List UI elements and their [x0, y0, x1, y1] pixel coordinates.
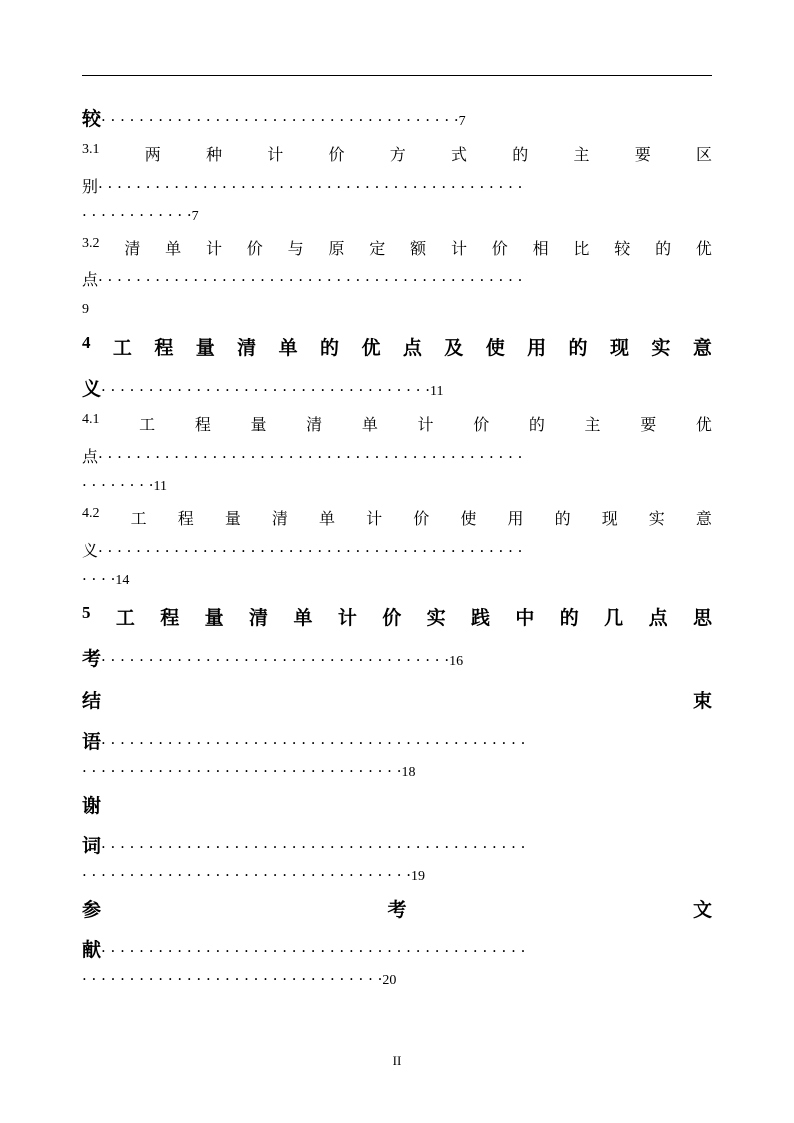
- toc-line: [82, 174, 712, 197]
- toc-title-char: 的: [554, 509, 571, 528]
- toc-lead-char: 义: [82, 378, 102, 400]
- toc-title-char: 区: [695, 145, 712, 164]
- header-rule: [82, 75, 712, 76]
- toc-title-char: 用: [527, 337, 547, 359]
- toc-title-char: 工: [112, 337, 132, 359]
- toc-leader-dots: · · · · · · · · · · · · · · · · · · · · · · · · · · · · · · · · · · · · · · · · · · · · ·: [98, 271, 523, 289]
- toc-title-char: 种: [205, 145, 222, 164]
- toc-title-char: 较: [614, 239, 631, 258]
- toc-title-char: 定: [369, 239, 386, 258]
- toc-entry-4-2[interactable]: [82, 506, 712, 529]
- toc-title-char: 价: [473, 415, 490, 434]
- toc-line: [82, 104, 712, 131]
- toc-lead-char: 较: [82, 108, 102, 130]
- toc-section-number: 4.1: [82, 412, 100, 427]
- toc-leader-dots: · · · · · · · · · · · · · · · · · · · · · · · · · · · · · · · · · · · · · · · · · · · · ·: [101, 942, 526, 960]
- toc-line: [82, 935, 712, 962]
- toc-line: [82, 761, 712, 781]
- toc-title-char: 意: [692, 337, 712, 359]
- toc-entry-conclusion[interactable]: [82, 686, 712, 713]
- toc-line: [82, 644, 712, 671]
- toc-title-char: 要: [640, 415, 657, 434]
- toc-lead-char: 别: [82, 177, 99, 196]
- toc-title-char: 现: [601, 509, 618, 528]
- toc-title-char: 清: [237, 337, 257, 359]
- toc-title-char: 优: [695, 239, 712, 258]
- toc-title-char: 践: [471, 607, 491, 629]
- toc-title-char: 式: [450, 145, 467, 164]
- toc-title-char: 主: [573, 145, 590, 164]
- toc-title-char: 价: [246, 239, 263, 258]
- toc-title-char: 单: [361, 415, 378, 434]
- toc-section-number: 3.2: [82, 236, 100, 251]
- toc-title-char: 参: [82, 899, 102, 921]
- toc-entry-3-2[interactable]: [82, 236, 712, 259]
- toc-title-char: 清: [271, 509, 288, 528]
- toc-line: [82, 865, 712, 885]
- toc-title-char: 的: [512, 145, 529, 164]
- toc-lead-char: 献: [82, 939, 102, 961]
- toc-title-char: 计: [450, 239, 467, 258]
- toc-title-char: 结: [82, 690, 102, 712]
- toc-line: [82, 444, 712, 467]
- toc-title-char: 主: [584, 415, 601, 434]
- toc-leader-dots: · · · · · · · · · · · · · · · · · · · · · · · · · · · · · · · · · · · · · · · · · · · · ·: [98, 542, 523, 560]
- toc-title-char: 中: [515, 607, 535, 629]
- toc-title-char: 用: [507, 509, 524, 528]
- toc-line: [82, 298, 712, 318]
- toc-title-char: 清: [249, 607, 269, 629]
- toc-title-char: 价: [382, 607, 402, 629]
- toc-leader-dots: · · · · · · · ·: [82, 476, 154, 494]
- toc-page-number: 7: [458, 114, 466, 129]
- toc-title-char: 程: [154, 337, 174, 359]
- toc-leader-dots: · · · · · · · · · · · · · · · · · · · · · · · · · · · · · · · ·: [82, 970, 383, 988]
- toc-title-char: 计: [205, 239, 222, 258]
- toc-title-char: 程: [194, 415, 211, 434]
- toc-title-char: 现: [609, 337, 629, 359]
- toc-entry-references[interactable]: [82, 895, 712, 922]
- toc-title-char: 量: [204, 607, 224, 629]
- toc-title-char: 优: [361, 337, 381, 359]
- toc-title-char: 工: [115, 607, 135, 629]
- toc-title-char: 思: [692, 607, 712, 629]
- toc-leader-dots: · · · · · · · · · · · · · · · · · · · · · · · · · · · · · · · · · · · · · · · · · · · · ·: [98, 178, 523, 196]
- toc-title-char: 的: [320, 337, 340, 359]
- toc-entry-chapter-4[interactable]: [82, 333, 712, 360]
- toc-line: [82, 831, 712, 858]
- toc-leader-dots: · · · · · · · · · · · ·: [82, 206, 192, 224]
- toc-line: [82, 475, 712, 495]
- toc-title-char: 价: [328, 145, 345, 164]
- toc-leader-dots: · · · · · · · · · · · · · · · · · · · · · · · · · · · · · · · · · · ·: [101, 381, 431, 399]
- toc-entry-4-1[interactable]: [82, 412, 712, 435]
- toc-title-char: 价: [491, 239, 508, 258]
- toc-title-char: 点: [402, 337, 422, 359]
- toc-page-number: 16: [449, 654, 464, 669]
- toc-lead-char: 词: [82, 835, 102, 857]
- toc-entry-3-1[interactable]: [82, 142, 712, 165]
- toc-title-char: 考: [387, 899, 407, 921]
- toc-line: [82, 205, 712, 225]
- toc-lead-char: 考: [82, 648, 102, 670]
- toc-title-char: 的: [528, 415, 545, 434]
- toc-line: [82, 267, 712, 290]
- toc-page-number: 11: [430, 384, 444, 399]
- toc-title-char: 要: [634, 145, 651, 164]
- toc-chapter-number: 4: [82, 333, 91, 352]
- toc-title-char: 程: [177, 509, 194, 528]
- toc-entry-acknowledgement[interactable]: [82, 791, 712, 818]
- toc-leader-dots: · · · · · · · · · · · · · · · · · · · · · · · · · · · · · · · · · · · · ·: [101, 651, 450, 669]
- toc-title-char: 使: [485, 337, 505, 359]
- toc-title-char: 原: [328, 239, 345, 258]
- toc-title-char: 及: [444, 337, 464, 359]
- toc-title-char: 单: [165, 239, 182, 258]
- toc-page-number: 18: [401, 765, 416, 780]
- toc-title-char: 清: [124, 239, 141, 258]
- toc-line: [82, 374, 712, 401]
- toc-title-char: 计: [267, 145, 284, 164]
- toc-title-char: 量: [224, 509, 241, 528]
- toc-line: [82, 538, 712, 561]
- toc-title-char: 谢: [82, 795, 102, 817]
- toc-section-number: 4.2: [82, 506, 100, 521]
- toc-title-char: 实: [426, 607, 446, 629]
- toc-page-number: 14: [115, 573, 130, 588]
- toc-title-char: 两: [144, 145, 161, 164]
- toc-line: [82, 727, 712, 754]
- toc-title-char: 点: [648, 607, 668, 629]
- toc-title-char: 计: [366, 509, 383, 528]
- toc-title-char: 相: [532, 239, 549, 258]
- page-number-footer: II: [392, 1053, 402, 1068]
- toc-title-char: 实: [648, 509, 665, 528]
- toc-title-char: 单: [319, 509, 336, 528]
- toc-title-char: 与: [287, 239, 304, 258]
- toc-title-char: 比: [573, 239, 590, 258]
- toc-title-char: 文: [692, 899, 712, 921]
- toc-lead-char: 义: [82, 541, 99, 560]
- toc-title-char: 几: [604, 607, 624, 629]
- toc-entry-chapter-5[interactable]: [82, 603, 712, 630]
- toc-title-char: 工: [130, 509, 147, 528]
- toc-leader-dots: · · · · · · · · · · · · · · · · · · · · · · · · · · · · · · · · · · · · · ·: [101, 111, 459, 129]
- toc-title-char: 方: [389, 145, 406, 164]
- toc-line: [82, 569, 712, 589]
- toc-chapter-number: 5: [82, 603, 91, 622]
- toc-title-char: 额: [410, 239, 427, 258]
- toc-title-char: 计: [417, 415, 434, 434]
- toc-leader-dots: · · · · · · · · · · · · · · · · · · · · · · · · · · · · · · · · · · · · · · · · · · · · ·: [98, 448, 523, 466]
- toc-title-char: 量: [250, 415, 267, 434]
- toc-title-char: 的: [568, 337, 588, 359]
- toc-title-char: 单: [278, 337, 298, 359]
- toc-title-char: 工: [139, 415, 156, 434]
- toc-leader-dots: · · · · · · · · · · · · · · · · · · · · · · · · · · · · · · · · · ·: [82, 762, 402, 780]
- toc-title-char: 单: [293, 607, 313, 629]
- toc-title-char: 清: [306, 415, 323, 434]
- toc-leader-dots: · · · · · · · · · · · · · · · · · · · · · · · · · · · · · · · · · · · · · · · · · · · · ·: [101, 734, 526, 752]
- toc-title-char: 束: [692, 690, 712, 712]
- toc-line: [82, 969, 712, 989]
- toc-title-char: 价: [413, 509, 430, 528]
- toc-lead-char: 点: [82, 270, 99, 289]
- toc-title-char: 使: [460, 509, 477, 528]
- toc-page-number: 11: [153, 479, 168, 494]
- toc-page-number: 9: [82, 302, 89, 317]
- toc-leader-dots: · · · · · · · · · · · · · · · · · · · · · · · · · · · · · · · · · · · · · · · · · · · · ·: [101, 838, 526, 856]
- toc-leader-dots: · · · ·: [82, 570, 116, 588]
- toc-page-number: 7: [191, 209, 199, 224]
- toc-page-number: 19: [411, 869, 425, 884]
- toc-page-number: 20: [382, 973, 397, 988]
- toc-title-char: 的: [559, 607, 579, 629]
- toc-title-char: 意: [695, 509, 712, 528]
- toc-title-char: 实: [651, 337, 671, 359]
- toc-title-char: 量: [195, 337, 215, 359]
- toc-lead-char: 语: [82, 731, 102, 753]
- toc-title-char: 的: [655, 239, 672, 258]
- toc-lead-char: 点: [82, 447, 99, 466]
- toc-title-char: 程: [160, 607, 180, 629]
- toc-title-char: 优: [695, 415, 712, 434]
- toc-title-char: 计: [337, 607, 357, 629]
- toc-section-number: 3.1: [82, 142, 100, 157]
- toc-leader-dots: · · · · · · · · · · · · · · · · · · · · · · · · · · · · · · · · · · ·: [82, 866, 411, 884]
